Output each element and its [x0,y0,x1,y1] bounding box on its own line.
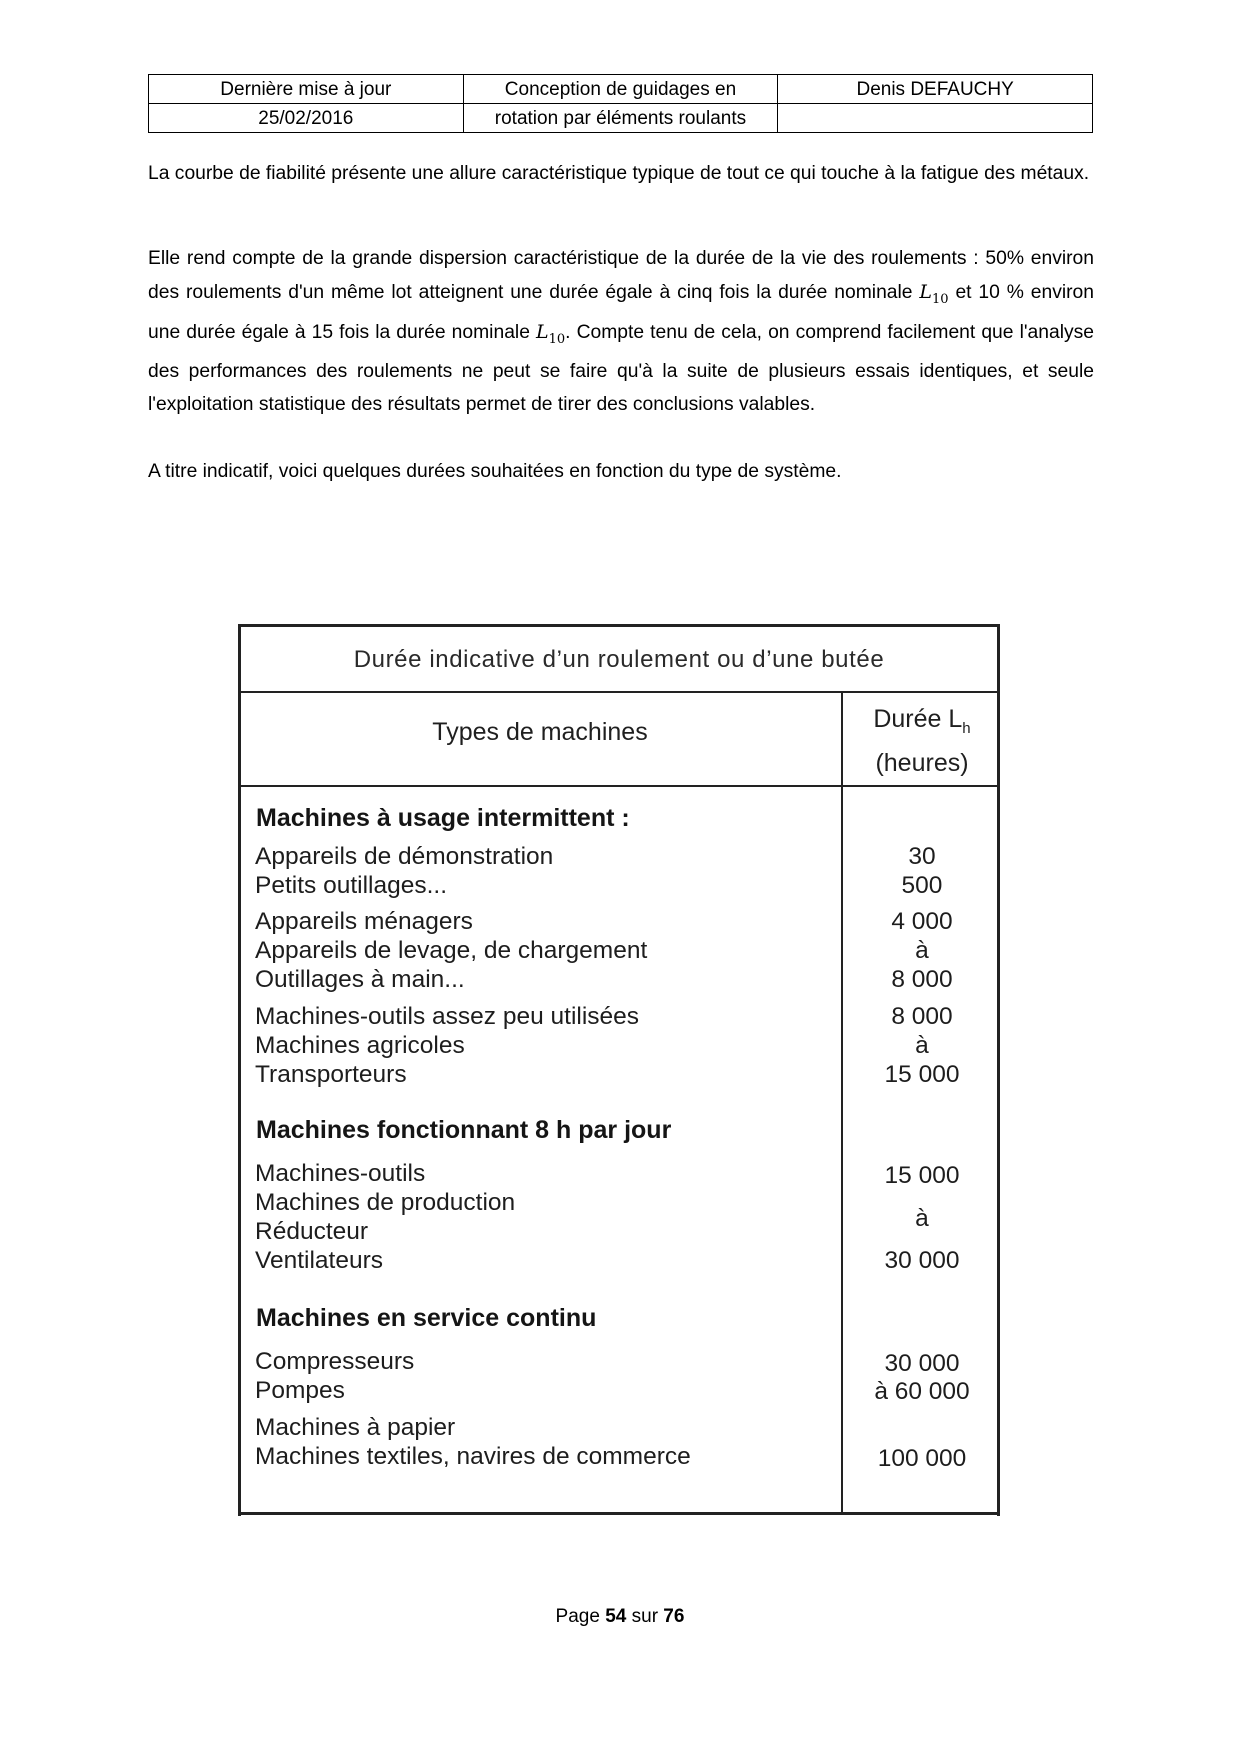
duration-value: 15 000 [884,1061,960,1088]
table-title: Durée indicative d’un roulement ou d’une butée [353,646,885,673]
paragraph-1 [148,158,1094,191]
current-page: 54 [605,1606,627,1627]
l10-math-1 [919,280,949,307]
header-last-update-label: Dernière mise à jour [149,75,464,104]
column-header-duration-line-2: (heures) [875,749,969,777]
paragraph-1-text: La courbe de fiabilité présente une allure caractéristique typique de tout ce qui touche à la fatigue des métaux. [148,163,1090,184]
machine-type-item: Machines-outils assez peu utilisées [255,1003,640,1030]
math-sub: 10 [548,331,566,347]
page-number [0,1606,1240,1628]
duration-value: 8 000 [891,966,953,993]
section-title: Machines en service continu [256,1304,597,1332]
machine-type-item: Machines à papier [255,1414,456,1441]
paragraph-2-part-b: et 10 % environ une durée égale à 15 fois la durée nominale [148,281,1094,343]
table-header-divider [238,785,1000,787]
paragraph-3-text: A titre indicatif, voici quelques durées souhaitées en fonction du type de système. [148,461,842,482]
machine-type-item: Transporteurs [255,1061,407,1088]
section-title: Machines fonctionnant 8 h par jour [256,1116,672,1144]
machine-type-item: Outillages à main... [255,966,465,993]
header-row-2 [149,104,1093,133]
duration-subscript: h [962,720,971,737]
math-l: L [919,280,933,303]
table-column-divider [841,691,843,1515]
paragraph-2-part-a: Elle rend compte de la grande dispersion caractéristique de la durée de la vie des roulements : 50% environ des roulements d'un même lot atteignent une durée égale à cinq fois la durée nominale [148,248,1094,303]
section-title: Machines à usage intermittent : [256,804,630,832]
table-title-divider [238,691,1000,693]
page-prefix: Page [555,1606,606,1627]
column-header-duration [844,702,1000,780]
machine-type-item: Petits outillages... [255,872,448,899]
machine-type-item: Appareils de démonstration [255,843,554,870]
header-title-line-2: rotation par éléments roulants [463,104,778,133]
duration-value: 30 000 [884,1350,960,1377]
header-table [148,74,1093,133]
header-author: Denis DEFAUCHY [778,75,1093,104]
header-date: 25/02/2016 [149,104,464,133]
duration-value: 100 000 [877,1445,967,1472]
machine-type-item: Machines-outils [255,1160,426,1187]
machine-type-item: Machines textiles, navires de commerce [255,1443,691,1470]
duration-value: 4 000 [891,908,953,935]
machine-type-item: Réducteur [255,1218,369,1245]
duration-value: 500 [901,872,943,899]
column-header-duration-line-1 [844,702,1000,746]
duration-value: 8 000 [891,1003,953,1030]
duration-value: à [915,937,929,964]
table-bottom-border [238,1512,1000,1515]
total-pages: 76 [663,1606,685,1627]
machine-type-item: Appareils de levage, de chargement [255,937,648,964]
duration-value: à 60 000 [874,1378,970,1405]
header-empty-cell [778,104,1093,133]
machine-type-item: Ventilateurs [255,1247,384,1274]
column-header-types: Types de machines [432,718,648,746]
math-sub: 10 [932,291,949,307]
math-l: L [536,320,549,343]
duration-value: 30 000 [884,1247,960,1274]
duration-value: à [915,1205,929,1232]
page-middle: sur [626,1606,664,1627]
machine-type-item: Compresseurs [255,1348,415,1375]
header-title-line-1: Conception de guidages en [463,75,778,104]
machine-type-item: Appareils ménagers [255,908,473,935]
duration-value: à [915,1032,929,1059]
l10-math-2 [536,320,566,347]
duration-label: Durée L [873,705,963,733]
paragraph-2-text [148,243,1094,421]
duration-value: 30 [908,843,936,870]
duration-table [238,624,1000,1516]
machine-type-item: Machines agricoles [255,1032,465,1059]
machine-type-item: Pompes [255,1377,345,1404]
header-row-1 [149,75,1093,104]
paragraph-2 [148,243,1094,421]
paragraph-2-part-c: . Compte tenu de cela, on comprend facilement que l'analyse des performances des roulements ne peut se faire qu'à la suite de plusieurs essais identiques, et seule l'exploitation statistique des résultats permet de tirer des conclusions valables. [148,321,1094,415]
duration-value: 15 000 [884,1162,960,1189]
table-left-border [238,624,241,1516]
paragraph-3 [148,456,1094,489]
table-top-border [238,624,1000,627]
machine-type-item: Machines de production [255,1189,516,1216]
